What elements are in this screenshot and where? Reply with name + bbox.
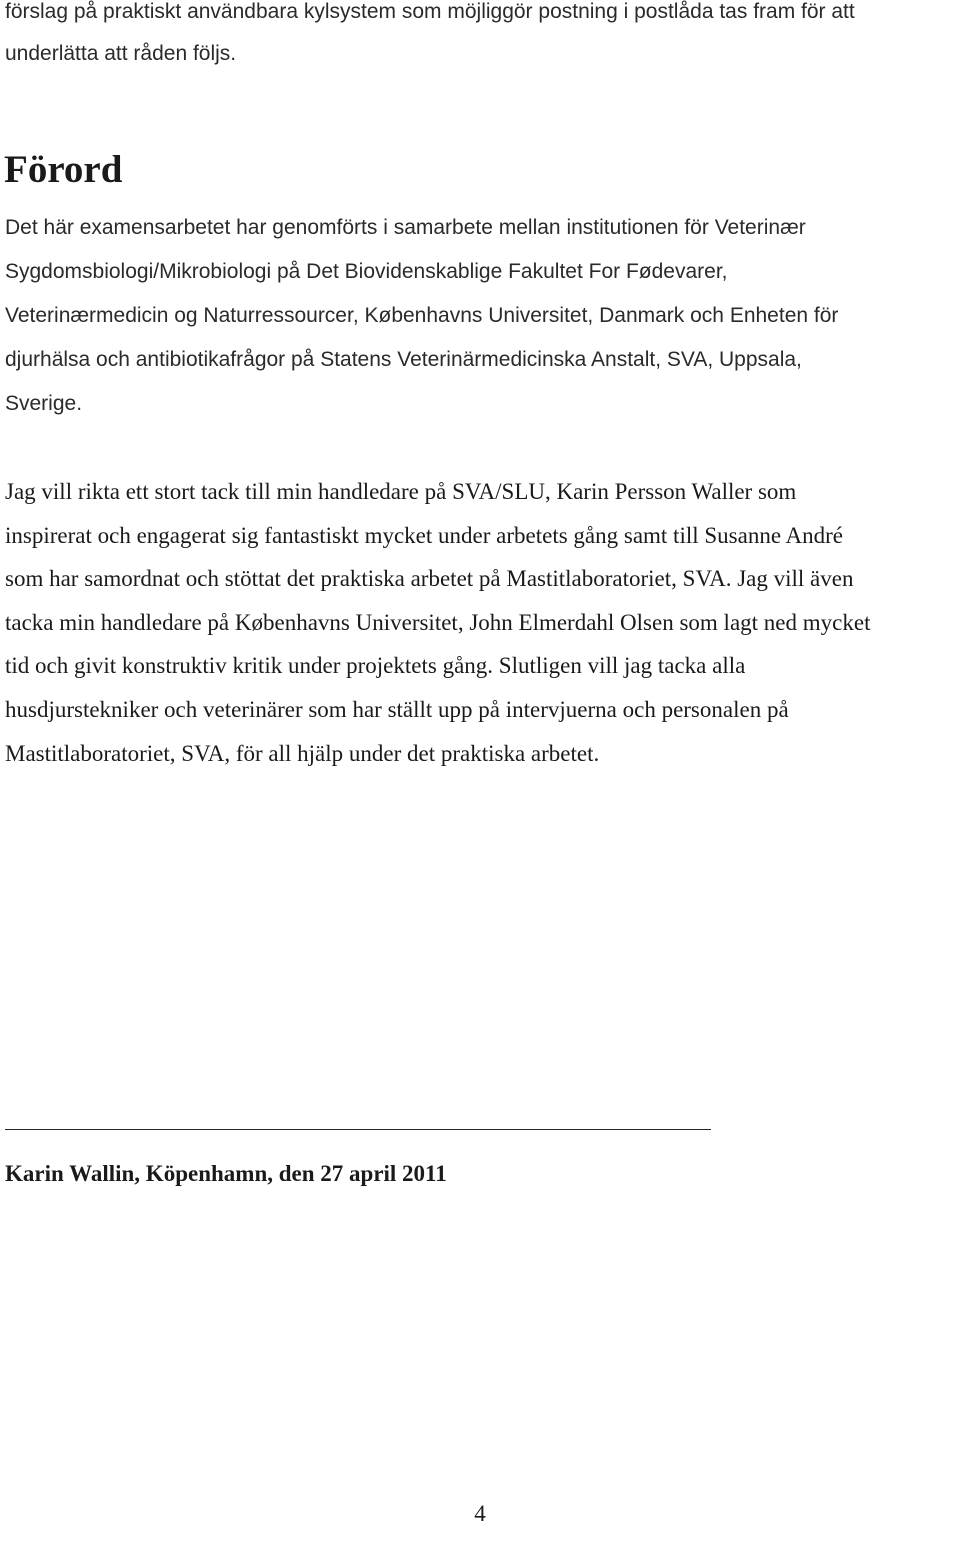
signature-rule <box>5 1129 711 1130</box>
paragraph-1-line: Sygdomsbiologi/Mikrobiologi på Det Biovidenskablige Fakultet For Fødevarer, <box>5 260 728 283</box>
section-heading: Förord <box>4 148 123 191</box>
paragraph-2-line: tacka min handledare på Københavns Universitet, John Elmerdahl Olsen som lagt ned mycket <box>5 610 871 635</box>
paragraph-2-line: tid och givit konstruktiv kritik under projektets gång. Slutligen vill jag tacka alla <box>5 653 746 678</box>
page-number: 4 <box>474 1501 486 1526</box>
paragraph-2-line: husdjurstekniker och veterinärer som har ställt upp på intervjuerna och personalen på <box>5 697 789 722</box>
paragraph-1-line: Veterinærmedicin og Naturressourcer, Københavns Universitet, Danmark och Enheten för <box>5 304 839 327</box>
paragraph-2-line: Jag vill rikta ett stort tack till min handledare på SVA/SLU, Karin Persson Waller som <box>5 479 797 504</box>
intro-line-2: underlätta att råden följs. <box>5 42 237 65</box>
paragraph-2-line: Mastitlaboratoriet, SVA, för all hjälp under det praktiska arbetet. <box>5 741 600 766</box>
paragraph-1-line: Det här examensarbetet har genomförts i samarbete mellan institutionen för Veterinær <box>5 216 806 239</box>
paragraph-2-line: som har samordnat och stöttat det praktiska arbetet på Mastitlaboratoriet, SVA. Jag vill även <box>5 566 854 591</box>
paragraph-2-line: inspirerat och engagerat sig fantastiskt mycket under arbetets gång samt till Susanne André <box>5 523 843 548</box>
intro-line-1: förslag på praktiskt användbara kylsystem som möjliggör postning i postlåda tas fram för att <box>5 0 855 23</box>
paragraph-1-line: djurhälsa och antibiotikafrågor på Statens Veterinärmedicinska Anstalt, SVA, Uppsala, <box>5 348 802 371</box>
signature: Karin Wallin, Köpenhamn, den 27 april 2011 <box>5 1161 447 1186</box>
paragraph-1-line: Sverige. <box>5 392 83 415</box>
